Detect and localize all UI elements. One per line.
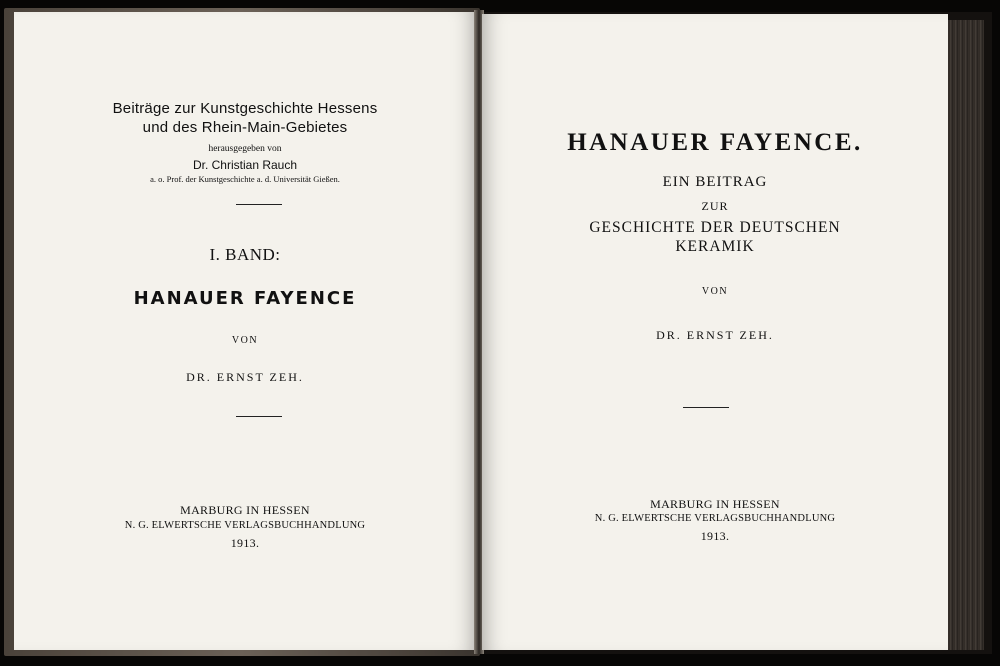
editor-title: a. o. Prof. der Kunstgeschichte a. d. Universität Gießen.	[150, 174, 340, 184]
divider-rule	[236, 204, 282, 205]
publication-year: 1913.	[700, 529, 730, 543]
edited-by-label: herausgegeben von	[208, 144, 282, 154]
right-page	[482, 14, 948, 650]
publisher-place: MARBURG IN HESSEN	[650, 497, 780, 511]
by-label: VON	[231, 335, 259, 346]
volume-label: I. BAND:	[209, 245, 281, 264]
subtitle-line-2: ZUR	[701, 199, 729, 213]
series-title-line-1: Beiträge zur Kunstgeschichte Hessens	[112, 100, 378, 117]
page-stack-edge	[944, 20, 984, 650]
left-page	[14, 12, 476, 650]
subtitle-line-3: GESCHICHTE DER DEUTSCHEN	[589, 219, 841, 236]
publisher-name: N. G. ELWERTSCHE VERLAGSBUCHHANDLUNG	[594, 513, 836, 524]
publisher-place: MARBURG IN HESSEN	[180, 503, 310, 517]
author-name: DR. ERNST ZEH.	[656, 328, 774, 342]
author-name: DR. ERNST ZEH.	[186, 370, 304, 384]
publisher-name: N. G. ELWERTSCHE VERLAGSBUCHHANDLUNG	[124, 520, 366, 531]
subtitle-line-4: KERAMIK	[675, 238, 755, 255]
editor-name: Dr. Christian Rauch	[192, 158, 298, 172]
left-book-title: HANAUER FAYENCE	[133, 288, 357, 309]
divider-rule	[683, 407, 729, 408]
divider-rule	[236, 416, 282, 417]
by-label: VON	[701, 286, 729, 297]
publication-year: 1913.	[230, 536, 260, 550]
series-title-line-2: und des Rhein-Main-Gebietes	[142, 119, 348, 136]
main-title: HANAUER FAYENCE.	[567, 129, 863, 156]
subtitle-line-1: EIN BEITRAG	[662, 174, 768, 190]
